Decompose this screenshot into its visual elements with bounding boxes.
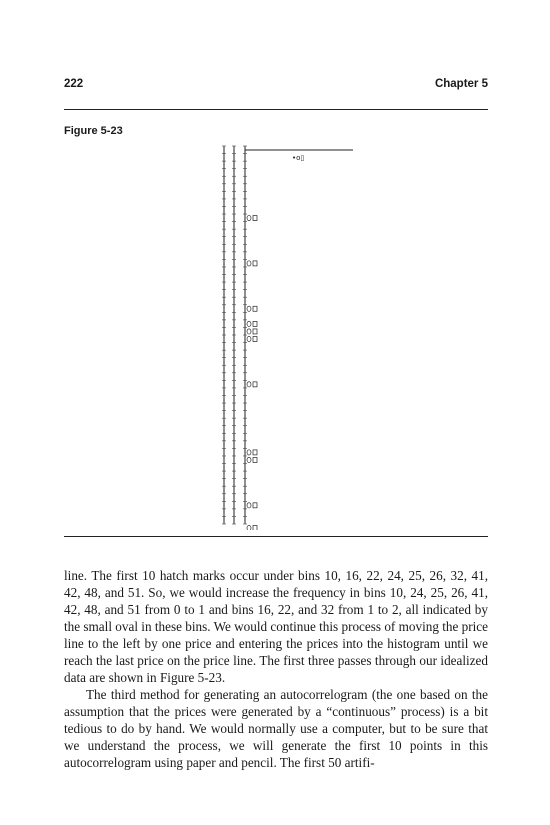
bin-oval-25: [247, 329, 251, 334]
running-header: [64, 78, 488, 90]
bin-box-48: [253, 503, 257, 508]
bin-oval-41: [247, 450, 251, 455]
page-number: 222: [64, 78, 84, 90]
bin-oval-16: [247, 261, 251, 266]
bin-box-32: [253, 382, 257, 387]
bin-box-26: [253, 337, 257, 342]
bin-box-41: [253, 450, 257, 455]
figure-label: Figure 5-23: [64, 125, 123, 137]
bin-oval-24: [247, 321, 251, 326]
bin-oval-32: [247, 382, 251, 387]
bin-oval-26: [247, 336, 251, 341]
bin-marker-1: •o▯: [292, 154, 305, 162]
bin-box-51: [253, 526, 257, 531]
paragraph-1: line. The first 10 hatch marks occur under bins 10, 16, 22, 24, 25, 26, 32, 41, 42, 48, and 51. So, we would increase the frequency in bins 10, 24, 25, 26, 41, 42, 48, and 51 from 0 to 1 and bins 16, 22, and 32 from 1 to 2, all indicated by the small oval in these bins. We would continue this process of moving the price line to the left by one price and entering the prices into the histogram until we reach the last price on the price line. The first three passes through our idealized data are shown in Figure 5-23.: [64, 568, 488, 685]
body-text: [64, 567, 488, 771]
top-rule: [64, 109, 488, 110]
bin-box-42: [253, 457, 257, 462]
bin-oval-51: [247, 525, 251, 530]
paragraph-2: The third method for generating an autocorrelogram (the one based on the assumption that the prices were generated by a “continuous” process) is a bit tedious to do by hand. We would normally use a computer, but to be sure that we understand the process, we will generate the first 10 points in this autocorrelogram using paper and pencil. The first 50 artifi-: [64, 687, 488, 770]
bin-box-24: [253, 321, 257, 326]
bin-oval-42: [247, 457, 251, 462]
bin-box-16: [253, 261, 257, 266]
bottom-rule: [64, 536, 488, 537]
figure-5-23-tally-histogram: [210, 138, 370, 530]
bin-oval-22: [247, 306, 251, 311]
chapter-title: Chapter 5: [434, 78, 488, 90]
bin-box-25: [253, 329, 257, 334]
bin-box-10: [253, 216, 257, 221]
bin-oval-10: [247, 215, 251, 220]
bin-oval-48: [247, 503, 251, 508]
bin-box-22: [253, 306, 257, 311]
